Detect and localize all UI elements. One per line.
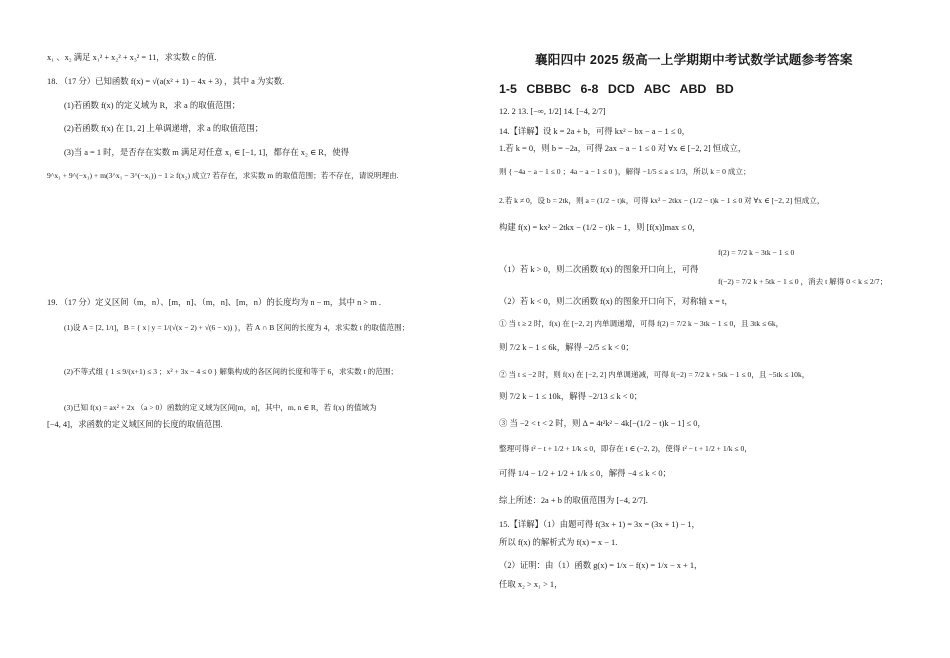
solution-14-subcase-3-work: 整理可得 t² − t + 1/2 + 1/k ≤ 0，即存在 t ∈ (−2, 2)，使得 t² − t + 1/2 + 1/k ≤ 0，	[499, 444, 752, 453]
answer-key-title: 襄阳四中 2025 级高一上学期期中考试数学试题参考答案	[535, 53, 853, 67]
solution-14-construct: 构建 f(x) = kx² − 2tkx − (1/2 − t)k − 1，则 [f(x)]max ≤ 0，	[499, 223, 701, 232]
fill-in-answers: 12. 2 13. [−∞, 1/2] 14. [−4, 2/7]	[499, 107, 606, 116]
problem-18-part-1: (1)若函数 f(x) 的定义域为 R，求 a 的取值范围；	[64, 101, 241, 110]
solution-14-subcase-2-result: 则 7/2 k − 1 ≤ 10k，解得 −2/13 ≤ k < 0；	[499, 392, 643, 401]
solution-14-k-positive: （1）若 k > 0，则二次函数 f(x) 的图象开口向上，可得	[499, 265, 699, 274]
solution-15-part-1: 15.【详解】（1）由题可得 f(3x + 1) = 3x = (3x + 1) − 1，	[499, 520, 700, 529]
problem-18-part-3-cont: 9^x₁ + 9^(−x₁) + m(3^x₁ − 3^(−x₁)) − 1 ≥ f(x₂) 成立? 若存在，求实数 m 的取值范围；若不存在，请说明理由.	[47, 171, 399, 180]
solution-14-case-2: 2.若 k ≠ 0，设 b = 2tk，则 a = (1/2 − t)k，可得 kx² − 2tkx − (1/2 − t)k − 1 ≤ 0 对 ∀x ∈ [−2, 2] 恒成立，	[499, 196, 825, 205]
problem-19-part-2: (2)不等式组 { 1 ≤ 9/(x+1) ≤ 3 ；x² + 3x − 4 ≤ 0 } 解集构成的各区间的长度和等于 6，求实数 t 的范围；	[64, 367, 399, 376]
solution-15-part-2-start: 任取 x₂ > x₁ > 1，	[499, 580, 563, 589]
solution-14-k-positive-result: f(−2) = 7/2 k + 5tk − 1 ≤ 0 ，消去 t 解得 0 < k ≤ 2/7；	[718, 277, 888, 286]
problem-19-part-3: (3)已知 f(x) = ax² + 2x （a > 0）函数的定义域为区间[m，n]，其中，m, n ∈ R，若 f(x) 的值域为	[64, 403, 377, 412]
multiple-choice-answers: 1-5 CBBBC 6-8 DCD ABC ABD BD	[499, 82, 734, 96]
solution-14-subcase-3-result: 可得 1/4 − 1/2 + 1/2 + 1/k ≤ 0，解得 −4 ≤ k < 0；	[499, 469, 671, 478]
problem-19-part-1: (1)设 A = [2, 1/t]，B = { x | y = 1/(√(x − 2) + √(6 − x)) }，若 A ∩ B 区间的长度为 4，求实数 t 的取值范围；	[64, 323, 410, 332]
solution-14-subcase-2: ② 当 t ≤ −2 时，则 f(x) 在 [−2, 2] 内单调递减，可得 f(−2) = 7/2 k + 5tk − 1 ≤ 0，且 −5tk ≤ 10k，	[499, 370, 810, 379]
solution-15-part-1-result: 所以 f(x) 的解析式为 f(x) = x − 1.	[499, 538, 618, 547]
problem-18-part-3: (3)当 a = 1 时，是否存在实数 m 满足对任意 x₁ ∈ [−1, 1]，都存在 x₂ ∈ R，使得	[64, 148, 349, 157]
solution-14-k-negative: （2）若 k < 0，则二次函数 f(x) 的图象开口向下，对称轴 x = t，	[499, 297, 733, 306]
solution-14-conclusion: 综上所述：2a + b 的取值范围为 [−4, 2/7].	[499, 496, 648, 505]
solution-14-intro: 14.【详解】设 k = 2a + b，可得 kx² − bx − a − 1 ≤ 0，	[499, 127, 691, 136]
solution-14-case-1: 1.若 k = 0，则 b = −2a，可得 2ax − a − 1 ≤ 0 对 ∀x ∈ [−2, 2] 恒成立，	[499, 144, 747, 153]
solution-14-f2-condition: f(2) = 7/2 k − 3tk − 1 ≤ 0	[718, 248, 795, 257]
solution-14-subcase-1-result: 则 7/2 k − 1 ≤ 6k，解得 −2/5 ≤ k < 0；	[499, 343, 634, 352]
solution-15-part-2: （2）证明：由（1）函数 g(x) = 1/x − f(x) = 1/x − x + 1，	[499, 561, 703, 570]
problem-18-part-2: (2)若函数 f(x) 在 [1, 2] 上单调递增，求 a 的取值范围；	[64, 124, 264, 133]
solution-14-subcase-3: ③ 当 −2 < t < 2 时，则 Δ = 4t²k² − 4k[−(1/2 − t)k − 1] ≤ 0，	[499, 419, 706, 428]
problem-18-stem: 18. （17 分）已知函数 f(x) = √(a(x² + 1) − 4x + 3) ，其中 a 为实数.	[47, 77, 285, 86]
solution-14-case-1-result: 则 { −4a − a − 1 ≤ 0 ；4a − a − 1 ≤ 0 }，解得 −1/5 ≤ a ≤ 1/3，所以 k = 0 成立；	[499, 167, 751, 176]
problem-19-part-3-cont: [−4, 4]，求函数的定义域区间的长度的取值范围.	[47, 420, 223, 429]
problem-17-tail: x₁ 、x₂ 满足 x₁² + x₂² + x₃² = 11，求实数 c 的值.	[47, 53, 217, 62]
problem-19-stem: 19. （17 分）定义区间（m，n）、[m，n]、（m，n]、[m，n）的长度均为 n − m，其中 n > m .	[47, 298, 381, 307]
solution-14-subcase-1: ① 当 t ≥ 2 时，f(x) 在 [−2, 2] 内单调递增，可得 f(2) = 7/2 k − 3tk − 1 ≤ 0，且 3tk ≤ 6k，	[499, 319, 784, 328]
